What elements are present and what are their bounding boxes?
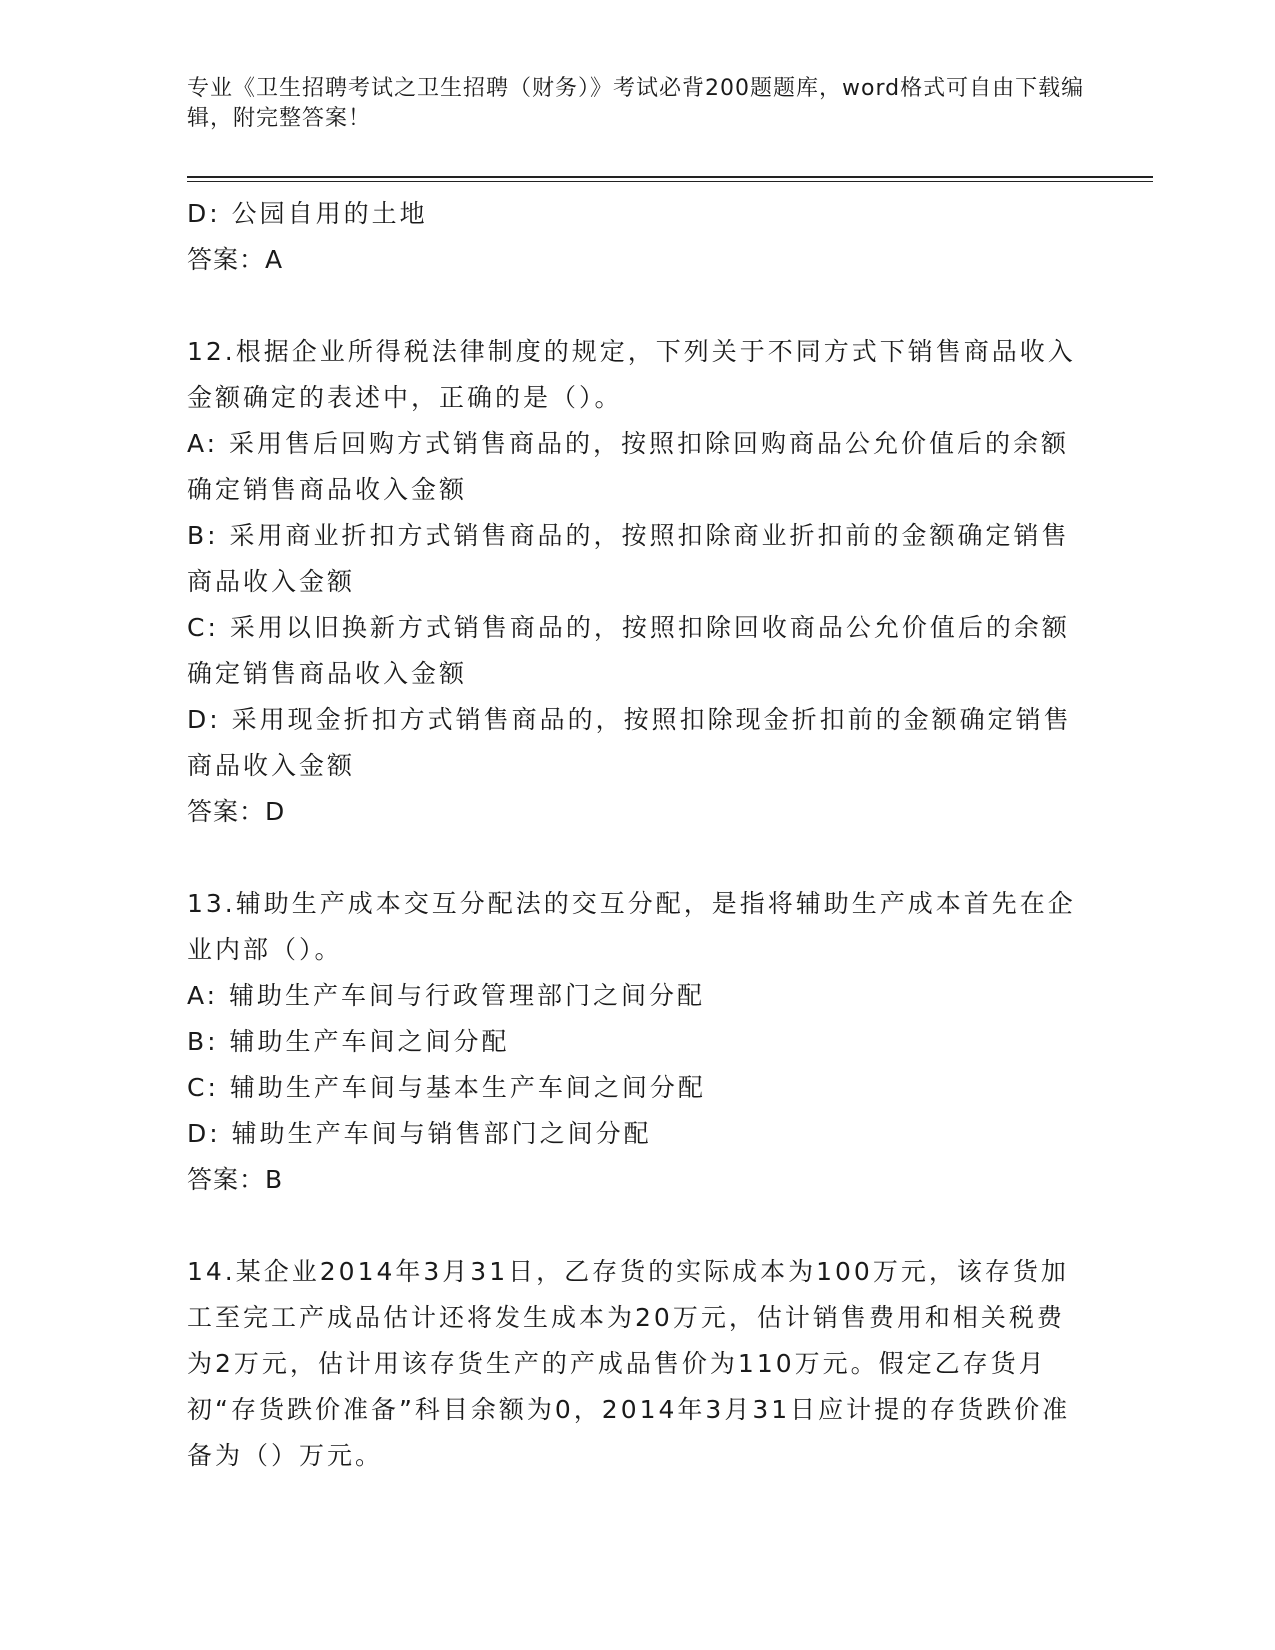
option-b: B: 辅助生产车间之间分配 <box>187 1027 510 1056</box>
answer-line: 答案：A <box>187 245 284 274</box>
spacer <box>187 835 1087 881</box>
previous-question-tail <box>187 191 1087 283</box>
answer-line: 答案：B <box>187 1165 284 1194</box>
option-d: D: 辅助生产车间与销售部门之间分配 <box>187 1119 652 1148</box>
option-c: C: 采用以旧换新方式销售商品的，按照扣除回收商品公允价值后的余额确定销售商品收入金额 <box>187 613 1070 688</box>
question-12 <box>187 329 1087 835</box>
option-d: D: 采用现金折扣方式销售商品的，按照扣除现金折扣前的金额确定销售商品收入金额 <box>187 705 1072 780</box>
question-stem: 12.根据企业所得税法律制度的规定，下列关于不同方式下销售商品收入金额确定的表述中，正确的是（）。 <box>187 337 1076 412</box>
document-header: 专业《卫生招聘考试之卫生招聘（财务）》考试必背200题题库，word格式可自由下载编辑，附完整答案！ <box>187 76 1085 131</box>
option-d: D: 公园自用的土地 <box>187 199 428 228</box>
option-a: A: 辅助生产车间与行政管理部门之间分配 <box>187 981 706 1010</box>
header-divider-thick <box>187 176 1153 178</box>
header-divider-thin <box>187 181 1153 182</box>
spacer <box>187 1203 1087 1249</box>
question-stem: 14.某企业2014年3月31日，乙存货的实际成本为100万元，该存货加工至完工产成品估计还将发生成本为20万元，估计销售费用和相关税费为2万元，估计用该存货生产的产成品售价为110万元。假定乙存货月初“存货跌价准备”科目余额为0，2014年3月31日应计提的存货跌价准备为（）万元。 <box>187 1257 1071 1470</box>
question-14 <box>187 1249 1087 1479</box>
option-a: A: 采用售后回购方式销售商品的，按照扣除回购商品公允价值后的余额确定销售商品收入金额 <box>187 429 1070 504</box>
answer-line: 答案：D <box>187 797 286 826</box>
question-stem: 13.辅助生产成本交互分配法的交互分配，是指将辅助生产成本首先在企业内部（）。 <box>187 889 1076 964</box>
spacer <box>187 283 1087 329</box>
option-b: B: 采用商业折扣方式销售商品的，按照扣除商业折扣前的金额确定销售商品收入金额 <box>187 521 1070 596</box>
question-13 <box>187 881 1087 1203</box>
document-body <box>187 191 1087 1479</box>
option-c: C: 辅助生产车间与基本生产车间之间分配 <box>187 1073 706 1102</box>
